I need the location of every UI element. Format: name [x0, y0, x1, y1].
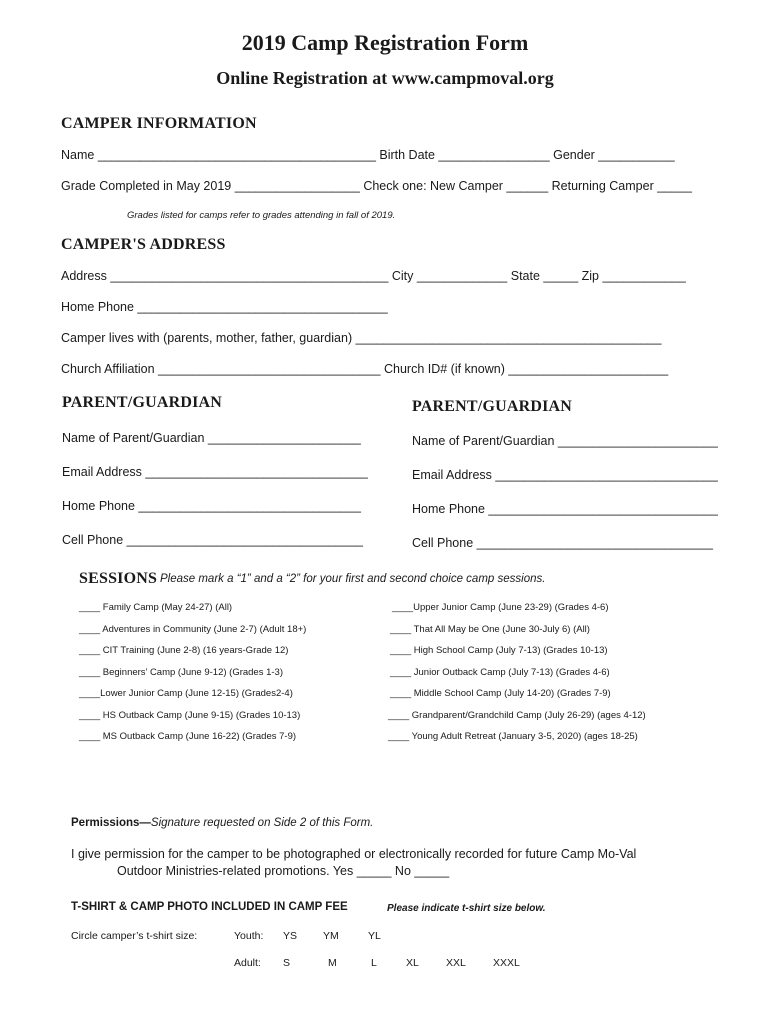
home-phone-line[interactable]: Home Phone ____________________________________	[61, 300, 388, 314]
permissions-label: Permissions—	[71, 817, 151, 829]
session-option[interactable]: ____Lower Junior Camp (June 12-15) (Grades2-4)	[79, 688, 293, 699]
tshirt-note: Please indicate t-shirt size below.	[387, 903, 546, 914]
session-option[interactable]: ____ Beginners’ Camp (June 9-12) (Grades 1-3)	[79, 667, 283, 678]
grades-note: Grades listed for camps refer to grades attending in fall of 2019.	[127, 210, 396, 221]
permissions-note: Signature requested on Side 2 of this Form.	[150, 817, 374, 829]
session-option[interactable]: ____ Family Camp (May 24-27) (All)	[79, 602, 233, 613]
lives-with-line[interactable]: Camper lives with (parents, mother, father, guardian) ____________________________________________	[61, 331, 662, 345]
session-option[interactable]: ____ MS Outback Camp (June 16-22) (Grades 7-9)	[79, 731, 297, 742]
address-line[interactable]: Address ________________________________________ City _____________ State _____ Zip ____________	[61, 269, 686, 283]
parent-right-name[interactable]: Name of Parent/Guardian _______________________	[412, 434, 718, 448]
session-option[interactable]: ____ Young Adult Retreat (January 3-5, 2020) (ages 18-25)	[388, 731, 638, 742]
tshirt-heading: T-SHIRT & CAMP PHOTO INCLUDED IN CAMP FEE	[71, 901, 348, 913]
session-option[interactable]: ____ That All May be One (June 30-July 6) (All)	[390, 624, 590, 635]
adult-label: Adult:	[234, 957, 261, 969]
parent-right-email[interactable]: Email Address ________________________________	[412, 468, 718, 482]
permission-text-2[interactable]: Outdoor Ministries-related promotions. Yes _____ No _____	[117, 864, 450, 878]
form-title: 2019 Camp Registration Form	[241, 30, 529, 55]
parent-right-home[interactable]: Home Phone _________________________________	[412, 502, 718, 516]
session-option[interactable]: ____ Junior Outback Camp (July 7-13) (Grades 4-6)	[390, 667, 610, 678]
size-option-ys[interactable]: YS	[283, 930, 298, 942]
parent-left-cell[interactable]: Cell Phone __________________________________	[62, 533, 363, 547]
permission-text-1: I give permission for the camper to be photographed or electronically recorded for future Camp Mo-Val	[71, 847, 637, 861]
sessions-heading: SESSIONS	[79, 570, 158, 587]
size-option-xxxl[interactable]: XXXL	[493, 957, 520, 969]
size-option-m[interactable]: M	[328, 957, 337, 969]
size-option-xl[interactable]: XL	[406, 957, 419, 969]
permissions-line	[71, 817, 373, 829]
parent-right-cell[interactable]: Cell Phone __________________________________	[412, 536, 713, 550]
address-heading: CAMPER'S ADDRESS	[61, 236, 226, 253]
parent-left-home[interactable]: Home Phone ________________________________	[62, 499, 361, 513]
session-option[interactable]: ____ Adventures in Community (June 2-7) (Adult 18+)	[79, 624, 307, 635]
church-line[interactable]: Church Affiliation ________________________________ Church ID# (if known) _______________________	[61, 362, 669, 376]
camper-name-line[interactable]: Name ________________________________________ Birth Date ________________ Gender ___________	[61, 148, 675, 162]
session-option[interactable]: ____ High School Camp (July 7-13) (Grades 10-13)	[390, 645, 608, 656]
size-option-yl[interactable]: YL	[368, 930, 381, 942]
parent-left-heading: PARENT/GUARDIAN	[62, 394, 223, 411]
size-option-s[interactable]: S	[283, 957, 291, 969]
camper-info-heading: CAMPER INFORMATION	[61, 115, 257, 132]
sessions-instruction: Please mark a “1” and a “2” for your first and second choice camp sessions.	[160, 573, 546, 585]
parent-left-name[interactable]: Name of Parent/Guardian ______________________	[62, 431, 361, 445]
size-option-ym[interactable]: YM	[323, 930, 339, 942]
parent-right-heading: PARENT/GUARDIAN	[412, 398, 573, 415]
session-option[interactable]: ____ HS Outback Camp (June 9-15) (Grades 10-13)	[79, 710, 301, 721]
grade-line[interactable]: Grade Completed in May 2019 __________________ Check one: New Camper ______ Returning Camper _____	[61, 179, 692, 193]
session-option[interactable]: ____ CIT Training (June 2-8) (16 years-Grade 12)	[79, 645, 289, 656]
youth-label: Youth:	[234, 930, 264, 942]
size-option-l[interactable]: L	[371, 957, 377, 969]
form-subtitle: Online Registration at www.campmoval.org	[216, 68, 554, 88]
tshirt-circle-label: Circle camper’s t-shirt size:	[71, 930, 198, 942]
session-option[interactable]: ____ Grandparent/Grandchild Camp (July 26-29) (ages 4-12)	[388, 710, 646, 721]
session-option[interactable]: ____ Middle School Camp (July 14-20) (Grades 7-9)	[390, 688, 611, 699]
size-option-xxl[interactable]: XXL	[446, 957, 466, 969]
session-option[interactable]: ____Upper Junior Camp (June 23-29) (Grades 4-6)	[392, 602, 609, 613]
parent-left-email[interactable]: Email Address ________________________________	[62, 465, 368, 479]
